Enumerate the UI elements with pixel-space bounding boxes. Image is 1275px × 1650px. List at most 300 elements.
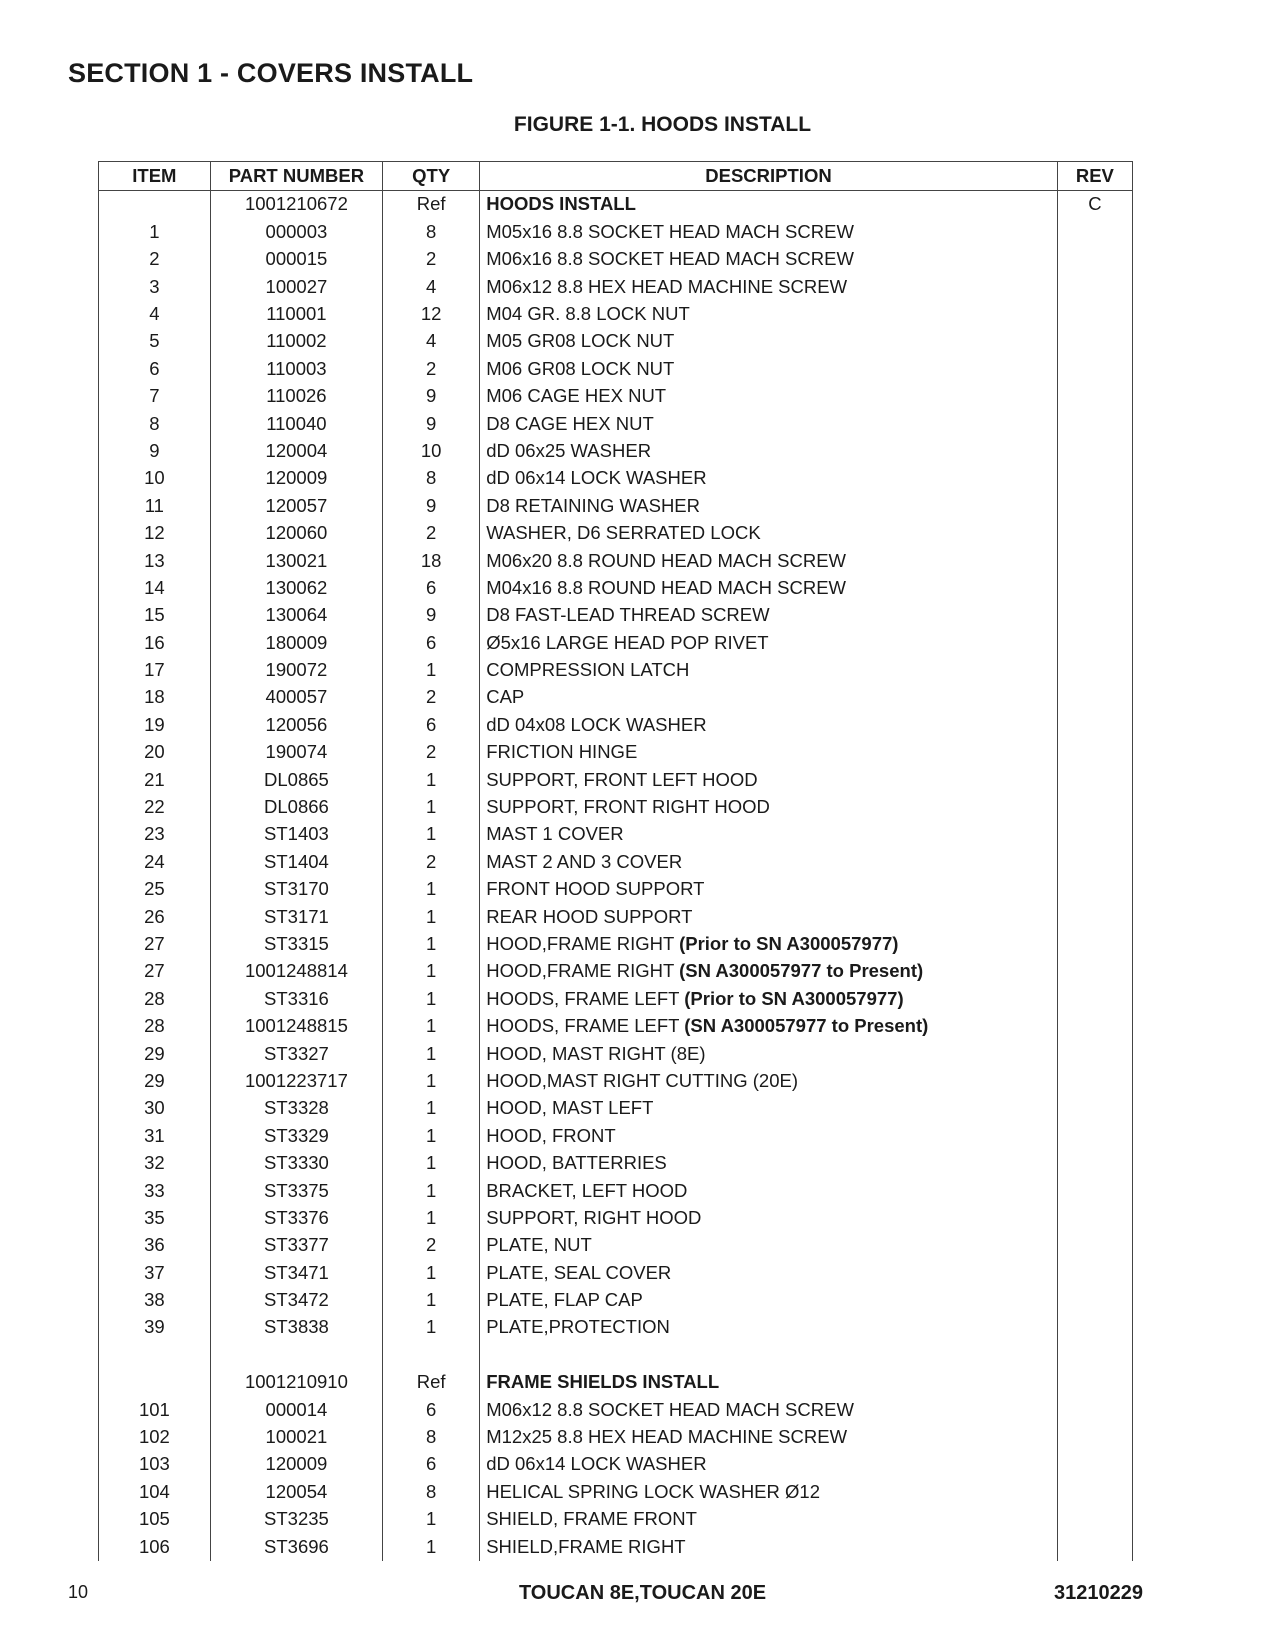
table-row <box>99 438 1133 465</box>
revision <box>1057 903 1132 930</box>
table-row <box>99 711 1133 738</box>
quantity: 1 <box>383 1506 480 1533</box>
revision <box>1057 794 1132 821</box>
item-number: 28 <box>99 985 211 1012</box>
part-number: ST1403 <box>210 821 382 848</box>
revision <box>1057 821 1132 848</box>
description-text: WASHER, D6 SERRATED LOCK <box>486 522 761 544</box>
description-text: dD 04x08 LOCK WASHER <box>486 713 707 735</box>
description-text: D8 RETAINING WASHER <box>486 494 701 516</box>
quantity: 8 <box>383 218 480 245</box>
description <box>480 1259 1058 1286</box>
item-number: 28 <box>99 1013 211 1040</box>
description <box>480 629 1058 656</box>
revision <box>1057 574 1132 601</box>
revision <box>1057 848 1132 875</box>
part-number: 100021 <box>210 1424 382 1451</box>
part-number: 120057 <box>210 492 382 519</box>
quantity: 1 <box>383 903 480 930</box>
description-text: HOOD,FRAME RIGHT <box>486 932 674 954</box>
description-text: HOODS INSTALL <box>486 193 636 215</box>
item-number <box>99 1341 211 1368</box>
quantity: 12 <box>383 301 480 328</box>
item-number: 102 <box>99 1424 211 1451</box>
item-number: 29 <box>99 1040 211 1067</box>
description <box>480 520 1058 547</box>
item-number: 33 <box>99 1177 211 1204</box>
item-number: 27 <box>99 958 211 985</box>
revision <box>1057 958 1132 985</box>
revision <box>1057 273 1132 300</box>
description <box>480 1451 1058 1478</box>
table-row <box>99 1177 1133 1204</box>
header-part-number: PART NUMBER <box>210 162 382 191</box>
quantity: 1 <box>383 1040 480 1067</box>
description <box>480 1478 1058 1505</box>
item-number: 13 <box>99 547 211 574</box>
table-row <box>99 383 1133 410</box>
description-text: M06x12 8.8 SOCKET HEAD MACH SCREW <box>486 1398 854 1420</box>
description <box>480 794 1058 821</box>
item-number: 37 <box>99 1259 211 1286</box>
revision <box>1057 739 1132 766</box>
table-row <box>99 1122 1133 1149</box>
quantity: 6 <box>383 629 480 656</box>
quantity: 9 <box>383 492 480 519</box>
revision <box>1057 218 1132 245</box>
item-number: 20 <box>99 739 211 766</box>
revision <box>1057 1259 1132 1286</box>
item-number: 6 <box>99 355 211 382</box>
item-number: 39 <box>99 1314 211 1341</box>
item-number: 22 <box>99 794 211 821</box>
table-row <box>99 1287 1133 1314</box>
description <box>480 1341 1058 1368</box>
page-number: 10 <box>68 1582 89 1602</box>
revision <box>1057 492 1132 519</box>
part-number: ST3315 <box>210 931 382 958</box>
revision <box>1057 465 1132 492</box>
part-number: 180009 <box>210 629 382 656</box>
serial-note: (Prior to SN A300057977) <box>684 987 904 1009</box>
quantity: 1 <box>383 1068 480 1095</box>
quantity: 1 <box>383 1150 480 1177</box>
description <box>480 931 1058 958</box>
description <box>480 1013 1058 1040</box>
revision <box>1057 1451 1132 1478</box>
part-number: 110026 <box>210 383 382 410</box>
description <box>480 1533 1058 1560</box>
quantity: 1 <box>383 1013 480 1040</box>
description-text: HOOD,FRAME RIGHT <box>486 960 674 982</box>
revision <box>1057 1478 1132 1505</box>
description-text: M06x12 8.8 HEX HEAD MACHINE SCREW <box>486 275 848 297</box>
description <box>480 602 1058 629</box>
description-text: M05x16 8.8 SOCKET HEAD MACH SCREW <box>486 220 854 242</box>
revision <box>1057 657 1132 684</box>
table-row <box>99 1314 1133 1341</box>
table-row <box>99 301 1133 328</box>
table-row <box>99 931 1133 958</box>
quantity: 9 <box>383 602 480 629</box>
table-header-row <box>99 162 1133 191</box>
section-title: SECTION 1 - COVERS INSTALL <box>68 58 474 88</box>
revision <box>1057 1369 1132 1396</box>
part-number: 1001210910 <box>210 1369 382 1396</box>
header-description: DESCRIPTION <box>480 162 1058 191</box>
table-row <box>99 1533 1133 1560</box>
revision <box>1057 438 1132 465</box>
revision <box>1057 328 1132 355</box>
header-rev: REV <box>1057 162 1132 191</box>
table-row <box>99 1341 1133 1368</box>
item-number: 21 <box>99 766 211 793</box>
item-number: 29 <box>99 1068 211 1095</box>
item-number: 106 <box>99 1533 211 1560</box>
description <box>480 1287 1058 1314</box>
table-row <box>99 191 1133 219</box>
quantity: 1 <box>383 1095 480 1122</box>
table-row <box>99 848 1133 875</box>
quantity: 8 <box>383 465 480 492</box>
description <box>480 1232 1058 1259</box>
quantity: 1 <box>383 958 480 985</box>
item-number: 26 <box>99 903 211 930</box>
part-number: ST3377 <box>210 1232 382 1259</box>
description <box>480 1369 1058 1396</box>
table-row <box>99 1396 1133 1423</box>
item-number: 14 <box>99 574 211 601</box>
description-text: HOOD, BATTERRIES <box>486 1152 667 1174</box>
table-row <box>99 492 1133 519</box>
revision <box>1057 629 1132 656</box>
description <box>480 465 1058 492</box>
part-number: 000014 <box>210 1396 382 1423</box>
revision <box>1057 520 1132 547</box>
part-number: ST3472 <box>210 1287 382 1314</box>
quantity: 1 <box>383 821 480 848</box>
item-number: 18 <box>99 684 211 711</box>
description-text: HOODS, FRAME LEFT <box>486 987 680 1009</box>
quantity: 1 <box>383 1314 480 1341</box>
table-row <box>99 739 1133 766</box>
part-number: ST3316 <box>210 985 382 1012</box>
table-row <box>99 1369 1133 1396</box>
part-number: 130062 <box>210 574 382 601</box>
revision <box>1057 246 1132 273</box>
revision <box>1057 1068 1132 1095</box>
item-number: 15 <box>99 602 211 629</box>
table-row <box>99 328 1133 355</box>
description <box>480 1150 1058 1177</box>
revision <box>1057 1232 1132 1259</box>
revision <box>1057 1287 1132 1314</box>
revision <box>1057 1533 1132 1560</box>
revision <box>1057 301 1132 328</box>
item-number: 2 <box>99 246 211 273</box>
description <box>480 766 1058 793</box>
part-number: ST3696 <box>210 1533 382 1560</box>
revision <box>1057 1506 1132 1533</box>
item-number: 24 <box>99 848 211 875</box>
part-number: DL0866 <box>210 794 382 821</box>
table-row <box>99 1424 1133 1451</box>
table-row <box>99 1478 1133 1505</box>
item-number: 5 <box>99 328 211 355</box>
item-number: 4 <box>99 301 211 328</box>
part-number: ST3375 <box>210 1177 382 1204</box>
description <box>480 1040 1058 1067</box>
description-text: D8 CAGE HEX NUT <box>486 412 654 434</box>
item-number: 38 <box>99 1287 211 1314</box>
description-text: M04 GR. 8.8 LOCK NUT <box>486 303 690 324</box>
item-number: 12 <box>99 520 211 547</box>
part-number: ST3376 <box>210 1204 382 1231</box>
revision: C <box>1057 191 1132 219</box>
part-number: 1001223717 <box>210 1068 382 1095</box>
description-text: SUPPORT, RIGHT HOOD <box>486 1206 702 1228</box>
quantity: 1 <box>383 794 480 821</box>
table-row <box>99 246 1133 273</box>
table-row <box>99 410 1133 437</box>
quantity: 6 <box>383 1451 480 1478</box>
quantity: 9 <box>383 410 480 437</box>
part-number: 000003 <box>210 218 382 245</box>
part-number: 120009 <box>210 1451 382 1478</box>
description <box>480 1424 1058 1451</box>
item-number: 31 <box>99 1122 211 1149</box>
quantity: 8 <box>383 1478 480 1505</box>
revision <box>1057 931 1132 958</box>
quantity: 2 <box>383 520 480 547</box>
description <box>480 1095 1058 1122</box>
description <box>480 903 1058 930</box>
quantity: 6 <box>383 574 480 601</box>
table-row <box>99 520 1133 547</box>
quantity: 1 <box>383 1204 480 1231</box>
description-text: HOOD,MAST RIGHT CUTTING (20E) <box>486 1069 798 1091</box>
table-row <box>99 574 1133 601</box>
item-number: 11 <box>99 492 211 519</box>
description-text: CAP <box>486 686 525 708</box>
part-number: ST3329 <box>210 1122 382 1149</box>
description <box>480 246 1058 273</box>
table-row <box>99 602 1133 629</box>
quantity: 1 <box>383 876 480 903</box>
part-number: 110001 <box>210 301 382 328</box>
description-text: D8 FAST-LEAD THREAD SCREW <box>486 604 770 626</box>
table-row <box>99 1232 1133 1259</box>
revision <box>1057 1122 1132 1149</box>
description-text: FRAME SHIELDS INSTALL <box>486 1371 720 1393</box>
header-item: ITEM <box>99 162 211 191</box>
quantity: 2 <box>383 246 480 273</box>
revision <box>1057 1341 1132 1368</box>
description-text: REAR HOOD SUPPORT <box>486 905 693 927</box>
table-row <box>99 465 1133 492</box>
part-number: 120054 <box>210 1478 382 1505</box>
table-row <box>99 1204 1133 1231</box>
description <box>480 1068 1058 1095</box>
description <box>480 1122 1058 1149</box>
quantity: 1 <box>383 1122 480 1149</box>
part-number: ST3171 <box>210 903 382 930</box>
table-row <box>99 1451 1133 1478</box>
revision <box>1057 355 1132 382</box>
description-text: HELICAL SPRING LOCK WASHER Ø12 <box>486 1480 820 1502</box>
description <box>480 684 1058 711</box>
table-row <box>99 766 1133 793</box>
part-number: 120056 <box>210 711 382 738</box>
description-text: dD 06x14 LOCK WASHER <box>486 467 707 489</box>
quantity: 2 <box>383 1232 480 1259</box>
part-number: ST3170 <box>210 876 382 903</box>
part-number: ST3327 <box>210 1040 382 1067</box>
quantity: 1 <box>383 985 480 1012</box>
description-text: FRICTION HINGE <box>486 741 638 763</box>
part-number: 100027 <box>210 273 382 300</box>
header-qty: QTY <box>383 162 480 191</box>
description <box>480 218 1058 245</box>
quantity: 2 <box>383 739 480 766</box>
revision <box>1057 711 1132 738</box>
revision <box>1057 876 1132 903</box>
parts-table-body <box>99 191 1133 1561</box>
serial-note: (SN A300057977 to Present) <box>684 1015 929 1037</box>
item-number: 103 <box>99 1451 211 1478</box>
description-text: SHIELD, FRAME FRONT <box>486 1508 697 1530</box>
item-number: 30 <box>99 1095 211 1122</box>
quantity: 18 <box>383 547 480 574</box>
description-text: HOOD, FRONT <box>486 1124 616 1146</box>
item-number: 16 <box>99 629 211 656</box>
table-row <box>99 1013 1133 1040</box>
quantity: Ref <box>383 191 480 219</box>
quantity: 6 <box>383 711 480 738</box>
revision <box>1057 1204 1132 1231</box>
revision <box>1057 684 1132 711</box>
description-text: MAST 1 COVER <box>486 823 624 845</box>
item-number: 17 <box>99 657 211 684</box>
description <box>480 848 1058 875</box>
description-text: M06x20 8.8 ROUND HEAD MACH SCREW <box>486 549 846 571</box>
description-text: COMPRESSION LATCH <box>486 659 690 681</box>
part-number: 110040 <box>210 410 382 437</box>
figure-title: FIGURE 1-1. HOODS INSTALL <box>513 113 812 136</box>
revision <box>1057 547 1132 574</box>
description <box>480 711 1058 738</box>
description-text: HOOD, MAST RIGHT (8E) <box>486 1042 706 1064</box>
item-number: 105 <box>99 1506 211 1533</box>
parts-table <box>98 161 1133 1561</box>
quantity: 9 <box>383 383 480 410</box>
quantity: Ref <box>383 1369 480 1396</box>
item-number: 19 <box>99 711 211 738</box>
page-footer <box>0 1582 1275 1612</box>
table-row <box>99 273 1133 300</box>
quantity: 8 <box>383 1424 480 1451</box>
part-number: 110003 <box>210 355 382 382</box>
description-text: dD 06x25 WASHER <box>486 439 652 461</box>
part-number: 400057 <box>210 684 382 711</box>
item-number: 10 <box>99 465 211 492</box>
item-number: 25 <box>99 876 211 903</box>
description-text: M06x16 8.8 SOCKET HEAD MACH SCREW <box>486 248 854 270</box>
quantity: 10 <box>383 438 480 465</box>
part-number: 1001248814 <box>210 958 382 985</box>
description-text: BRACKET, LEFT HOOD <box>486 1179 688 1201</box>
description <box>480 821 1058 848</box>
revision <box>1057 766 1132 793</box>
item-number: 9 <box>99 438 211 465</box>
quantity: 1 <box>383 1259 480 1286</box>
serial-note: (SN A300057977 to Present) <box>679 960 924 982</box>
description <box>480 547 1058 574</box>
part-number: 000015 <box>210 246 382 273</box>
item-number: 8 <box>99 410 211 437</box>
description <box>480 657 1058 684</box>
description <box>480 383 1058 410</box>
part-number: ST1404 <box>210 848 382 875</box>
quantity: 1 <box>383 1177 480 1204</box>
description <box>480 438 1058 465</box>
quantity: 1 <box>383 657 480 684</box>
table-row <box>99 218 1133 245</box>
table-row <box>99 1259 1133 1286</box>
part-number: 1001210672 <box>210 191 382 219</box>
description <box>480 273 1058 300</box>
description-text: SUPPORT, FRONT RIGHT HOOD <box>486 796 770 818</box>
part-number: 120060 <box>210 520 382 547</box>
part-number: 110002 <box>210 328 382 355</box>
description-text: M06 CAGE HEX NUT <box>486 385 667 407</box>
revision <box>1057 1040 1132 1067</box>
description-text: FRONT HOOD SUPPORT <box>486 878 705 900</box>
description <box>480 574 1058 601</box>
part-number: ST3471 <box>210 1259 382 1286</box>
part-number: ST3330 <box>210 1150 382 1177</box>
quantity <box>383 1341 480 1368</box>
description <box>480 355 1058 382</box>
description <box>480 1177 1058 1204</box>
part-number: 1001248815 <box>210 1013 382 1040</box>
description <box>480 410 1058 437</box>
quantity: 1 <box>383 931 480 958</box>
revision <box>1057 1013 1132 1040</box>
item-number: 1 <box>99 218 211 245</box>
description <box>480 958 1058 985</box>
part-number: ST3328 <box>210 1095 382 1122</box>
item-number: 32 <box>99 1150 211 1177</box>
part-number <box>210 1341 382 1368</box>
part-number: ST3838 <box>210 1314 382 1341</box>
quantity: 1 <box>383 1533 480 1560</box>
serial-note: (Prior to SN A300057977) <box>679 932 899 954</box>
table-row <box>99 1506 1133 1533</box>
revision <box>1057 1314 1132 1341</box>
description-text: PLATE, NUT <box>486 1234 592 1256</box>
quantity: 2 <box>383 355 480 382</box>
revision <box>1057 1396 1132 1423</box>
item-number: 23 <box>99 821 211 848</box>
description-text: M12x25 8.8 HEX HEAD MACHINE SCREW <box>486 1426 848 1448</box>
revision <box>1057 383 1132 410</box>
table-row <box>99 821 1133 848</box>
table-row <box>99 1150 1133 1177</box>
part-number: 190074 <box>210 739 382 766</box>
table-row <box>99 985 1133 1012</box>
table-row <box>99 958 1133 985</box>
